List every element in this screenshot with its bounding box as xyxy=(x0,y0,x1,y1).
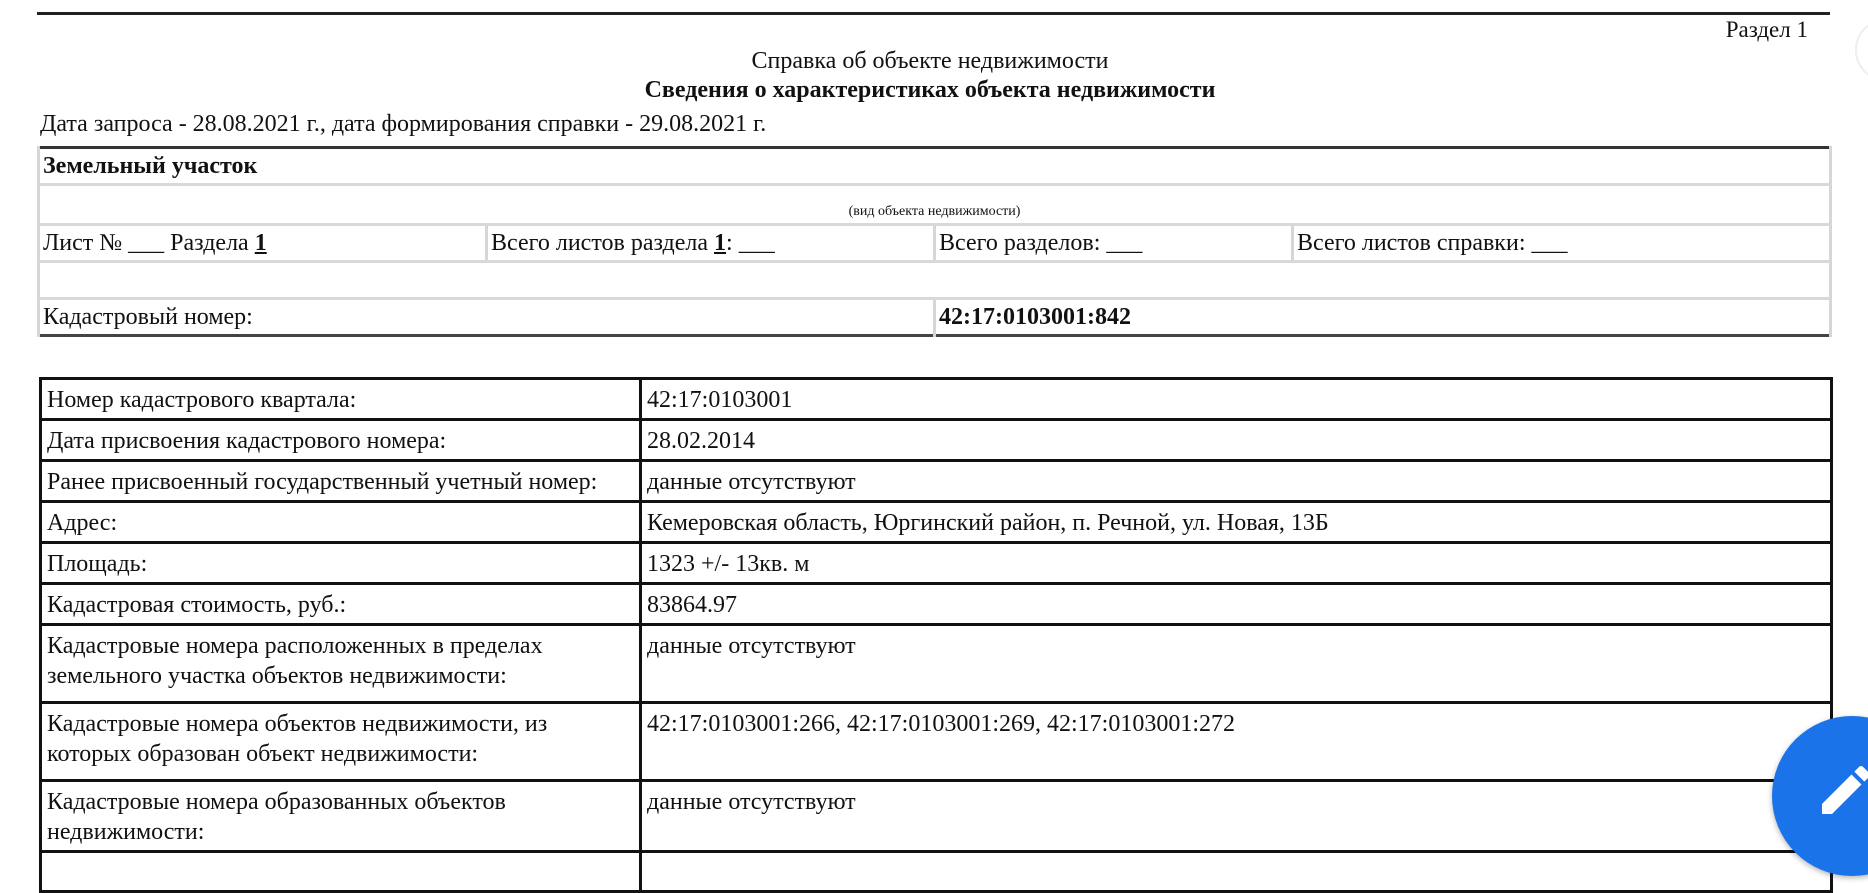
row-label: Номер кадастрового квартала: xyxy=(41,379,641,420)
row-label: Ранее присвоенный государственный учетный номер: xyxy=(41,461,641,502)
row-label: Кадастровые номера образованных объектов недвижимости: xyxy=(41,781,641,852)
row-value: Кемеровская область, Юргинский район, п. Речной, ул. Новая, 13Б xyxy=(641,502,1832,543)
cadastral-number-label: Кадастровый номер: xyxy=(39,299,935,336)
table-row xyxy=(41,584,1832,625)
document-subtitle: Сведения о характеристиках объекта недвижимости xyxy=(644,77,1216,103)
sheets-in-section-num: 1 xyxy=(714,229,727,256)
pencil-icon xyxy=(1814,758,1868,822)
table-row xyxy=(41,420,1832,461)
cadastral-number-value: 42:17:0103001:842 xyxy=(935,299,1831,336)
table-row xyxy=(41,625,1832,703)
sheets-in-section-suffix: : ___ xyxy=(726,229,775,256)
table-row xyxy=(41,852,1832,892)
section-label: Раздел 1 xyxy=(1725,17,1808,42)
row-value: данные отсутствуют xyxy=(641,781,1832,852)
row-label: Кадастровая стоимость, руб.: xyxy=(41,584,641,625)
object-type: Земельный участок xyxy=(39,148,1831,185)
row-value: 42:17:0103001:266, 42:17:0103001:269, 42:17:0103001:272 xyxy=(641,703,1832,781)
table-row xyxy=(41,461,1832,502)
object-type-row xyxy=(39,148,1831,185)
row-label: Площадь: xyxy=(41,543,641,584)
row-value xyxy=(641,852,1832,892)
empty-row xyxy=(39,262,1831,299)
sheets-in-section-cell xyxy=(487,225,935,262)
document-title: Справка об объекте недвижимости xyxy=(751,48,1109,74)
object-header-table xyxy=(37,146,1832,337)
object-type-note: (вид объекта недвижимости) xyxy=(39,185,1831,225)
sheet-info-row xyxy=(39,225,1831,262)
object-type-note-row xyxy=(39,185,1831,225)
row-value: 1323 +/- 13кв. м xyxy=(641,543,1832,584)
row-label xyxy=(41,852,641,892)
row-label: Кадастровые номера объектов недвижимости, из которых образован объект недвижимости: xyxy=(41,703,641,781)
row-value: данные отсутствуют xyxy=(641,461,1832,502)
sheet-number-label: Лист № ___ Раздела xyxy=(43,229,255,256)
row-value: 28.02.2014 xyxy=(641,420,1832,461)
sheet-number-section: 1 xyxy=(254,229,267,256)
row-label: Кадастровые номера расположенных в пределах земельного участка объектов недвижимости: xyxy=(41,625,641,703)
details-table xyxy=(39,377,1833,893)
row-value: 42:17:0103001 xyxy=(641,379,1832,420)
row-label: Дата присвоения кадастрового номера: xyxy=(41,420,641,461)
empty-cell xyxy=(39,262,1831,299)
table-row xyxy=(41,379,1832,420)
table-row xyxy=(41,543,1832,584)
total-sections: Всего разделов: ___ xyxy=(935,225,1293,262)
sheet-number-cell xyxy=(39,225,487,262)
top-rule xyxy=(37,12,1830,15)
table-row xyxy=(41,781,1832,852)
table-row xyxy=(41,502,1832,543)
row-value: 83864.97 xyxy=(641,584,1832,625)
row-value: данные отсутствуют xyxy=(641,625,1832,703)
sheets-in-section-label: Всего листов раздела xyxy=(491,229,715,256)
table-row xyxy=(41,703,1832,781)
cadastral-number-row xyxy=(39,299,1831,336)
total-sheets: Всего листов справки: ___ xyxy=(1293,225,1831,262)
row-label: Адрес: xyxy=(41,502,641,543)
request-date-line: Дата запроса - 28.08.2021 г., дата формирования справки - 29.08.2021 г. xyxy=(40,111,767,137)
